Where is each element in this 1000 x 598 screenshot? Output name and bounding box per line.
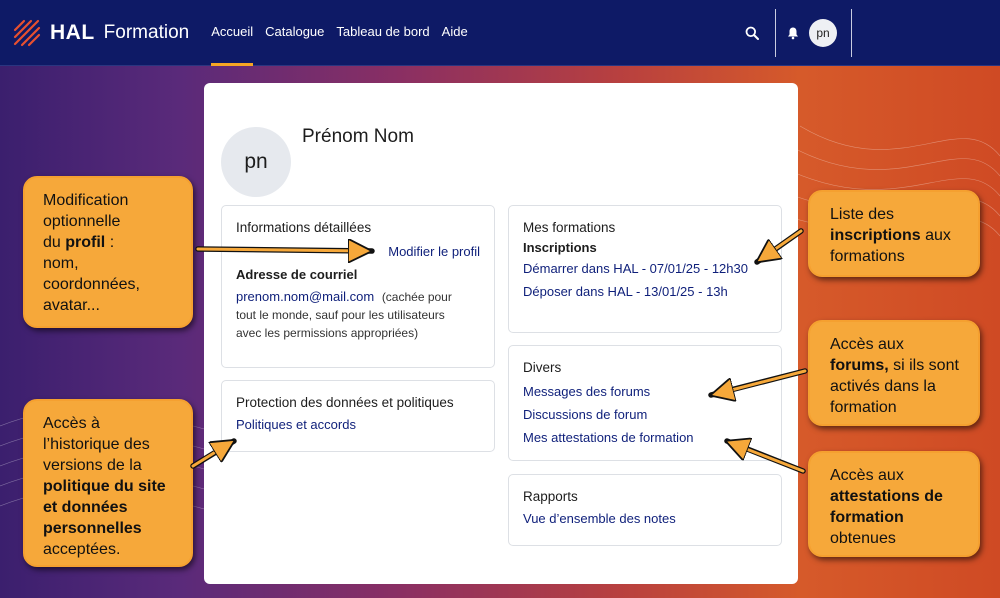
brand-name-light: Formation: [103, 21, 190, 43]
nav-item-catalogue[interactable]: Catalogue: [265, 23, 325, 39]
courses-block: [508, 205, 782, 333]
edit-profile-link[interactable]: Modifier le profil: [388, 244, 480, 259]
reports-block: [508, 474, 782, 546]
callout-line: formations: [830, 248, 905, 265]
callout-line-bold: politique du site: [43, 478, 166, 495]
grades-overview-link[interactable]: Vue d’ensemble des notes: [523, 511, 676, 526]
callout-line: versions de la: [43, 457, 142, 474]
callout-line: [830, 355, 964, 376]
callout-line: [830, 225, 964, 246]
callout-text-bold: profil: [65, 234, 106, 251]
hal-logo-icon: [12, 18, 42, 48]
email-label: Adresse de courriel: [236, 267, 358, 282]
search-icon[interactable]: [742, 23, 762, 43]
brand[interactable]: [12, 0, 189, 66]
main-nav: [211, 0, 479, 66]
callout-line: activés dans la: [830, 378, 936, 395]
certificates-link[interactable]: Mes attestations de formation: [523, 430, 694, 445]
misc-title: Divers: [523, 360, 562, 375]
callout-line: acceptées.: [43, 541, 121, 558]
courses-title: Mes formations: [523, 220, 616, 235]
email-value: prenom.nom@mail.com: [236, 289, 375, 304]
email-note-1: (cachée pour: [381, 290, 452, 304]
profile-avatar: pn: [221, 127, 291, 197]
details-block: [221, 205, 495, 368]
callout-inscriptions: [808, 190, 980, 277]
callout-line: Accès aux: [830, 467, 904, 484]
navbar-divider: [775, 9, 776, 57]
callout-line: formation: [830, 399, 897, 416]
callout-line: Modification: [43, 192, 129, 209]
nav-item-tableau-de-bord[interactable]: Tableau de bord: [336, 23, 430, 39]
profile-card: [204, 83, 798, 584]
callout-forums: [808, 320, 980, 426]
callout-attestations: [808, 451, 980, 557]
nav-item-accueil[interactable]: Accueil: [211, 0, 253, 66]
callout-line: obtenues: [830, 530, 896, 547]
callout-text: aux: [920, 227, 951, 244]
callout-text-bold: forums,: [830, 357, 889, 374]
email-note-3: avec les permissions appropriées): [236, 326, 419, 340]
callout-line-bold: et données: [43, 499, 128, 516]
callout-line: optionnelle: [43, 213, 121, 230]
callout-line-bold: personnelles: [43, 520, 142, 537]
privacy-title: Protection des données et politiques: [236, 395, 454, 410]
bell-icon[interactable]: [783, 23, 803, 43]
callout-line: Accès à: [43, 415, 100, 432]
callout-line-bold: attestations de: [830, 488, 943, 505]
email-line: [236, 288, 480, 306]
course-item[interactable]: Déposer dans HAL - 13/01/25 - 13h: [523, 284, 728, 299]
callout-line: Accès aux: [830, 336, 904, 353]
top-navbar: [0, 0, 1000, 66]
callout-history: [23, 399, 193, 567]
navbar-divider-right: [851, 9, 852, 57]
course-item[interactable]: Démarrer dans HAL - 07/01/25 - 12h30: [523, 261, 748, 276]
policies-link[interactable]: Politiques et accords: [236, 417, 356, 432]
callout-line-bold: formation: [830, 509, 904, 526]
callout-text: :: [105, 234, 115, 251]
callout-text: du: [43, 234, 66, 251]
callout-line: nom,: [43, 255, 79, 272]
callout-line: Liste des: [830, 206, 895, 223]
details-title: Informations détaillées: [236, 220, 372, 235]
callout-line: coordonnées,: [43, 276, 140, 293]
forum-messages-link[interactable]: Messages des forums: [523, 384, 651, 399]
navbar-actions: [742, 0, 1000, 66]
callout-line: l’historique des: [43, 436, 150, 453]
reports-title: Rapports: [523, 489, 578, 504]
privacy-block: [221, 380, 495, 452]
callout-profile: [23, 176, 193, 328]
profile-name: Prénom Nom: [302, 126, 414, 147]
callout-text: si ils sont: [888, 357, 959, 374]
courses-subtitle: Inscriptions: [523, 240, 597, 255]
nav-item-aide[interactable]: Aide: [441, 23, 468, 39]
callout-line: [43, 232, 177, 253]
forum-discussions-link[interactable]: Discussions de forum: [523, 407, 648, 422]
brand-name-bold: HAL: [50, 20, 95, 44]
callout-text-bold: inscriptions: [830, 227, 921, 244]
callout-line: avatar...: [43, 297, 100, 314]
misc-block: [508, 345, 782, 461]
email-note-2: tout le monde, sauf pour les utilisateurs: [236, 308, 445, 322]
user-menu-avatar[interactable]: pn: [809, 19, 837, 47]
